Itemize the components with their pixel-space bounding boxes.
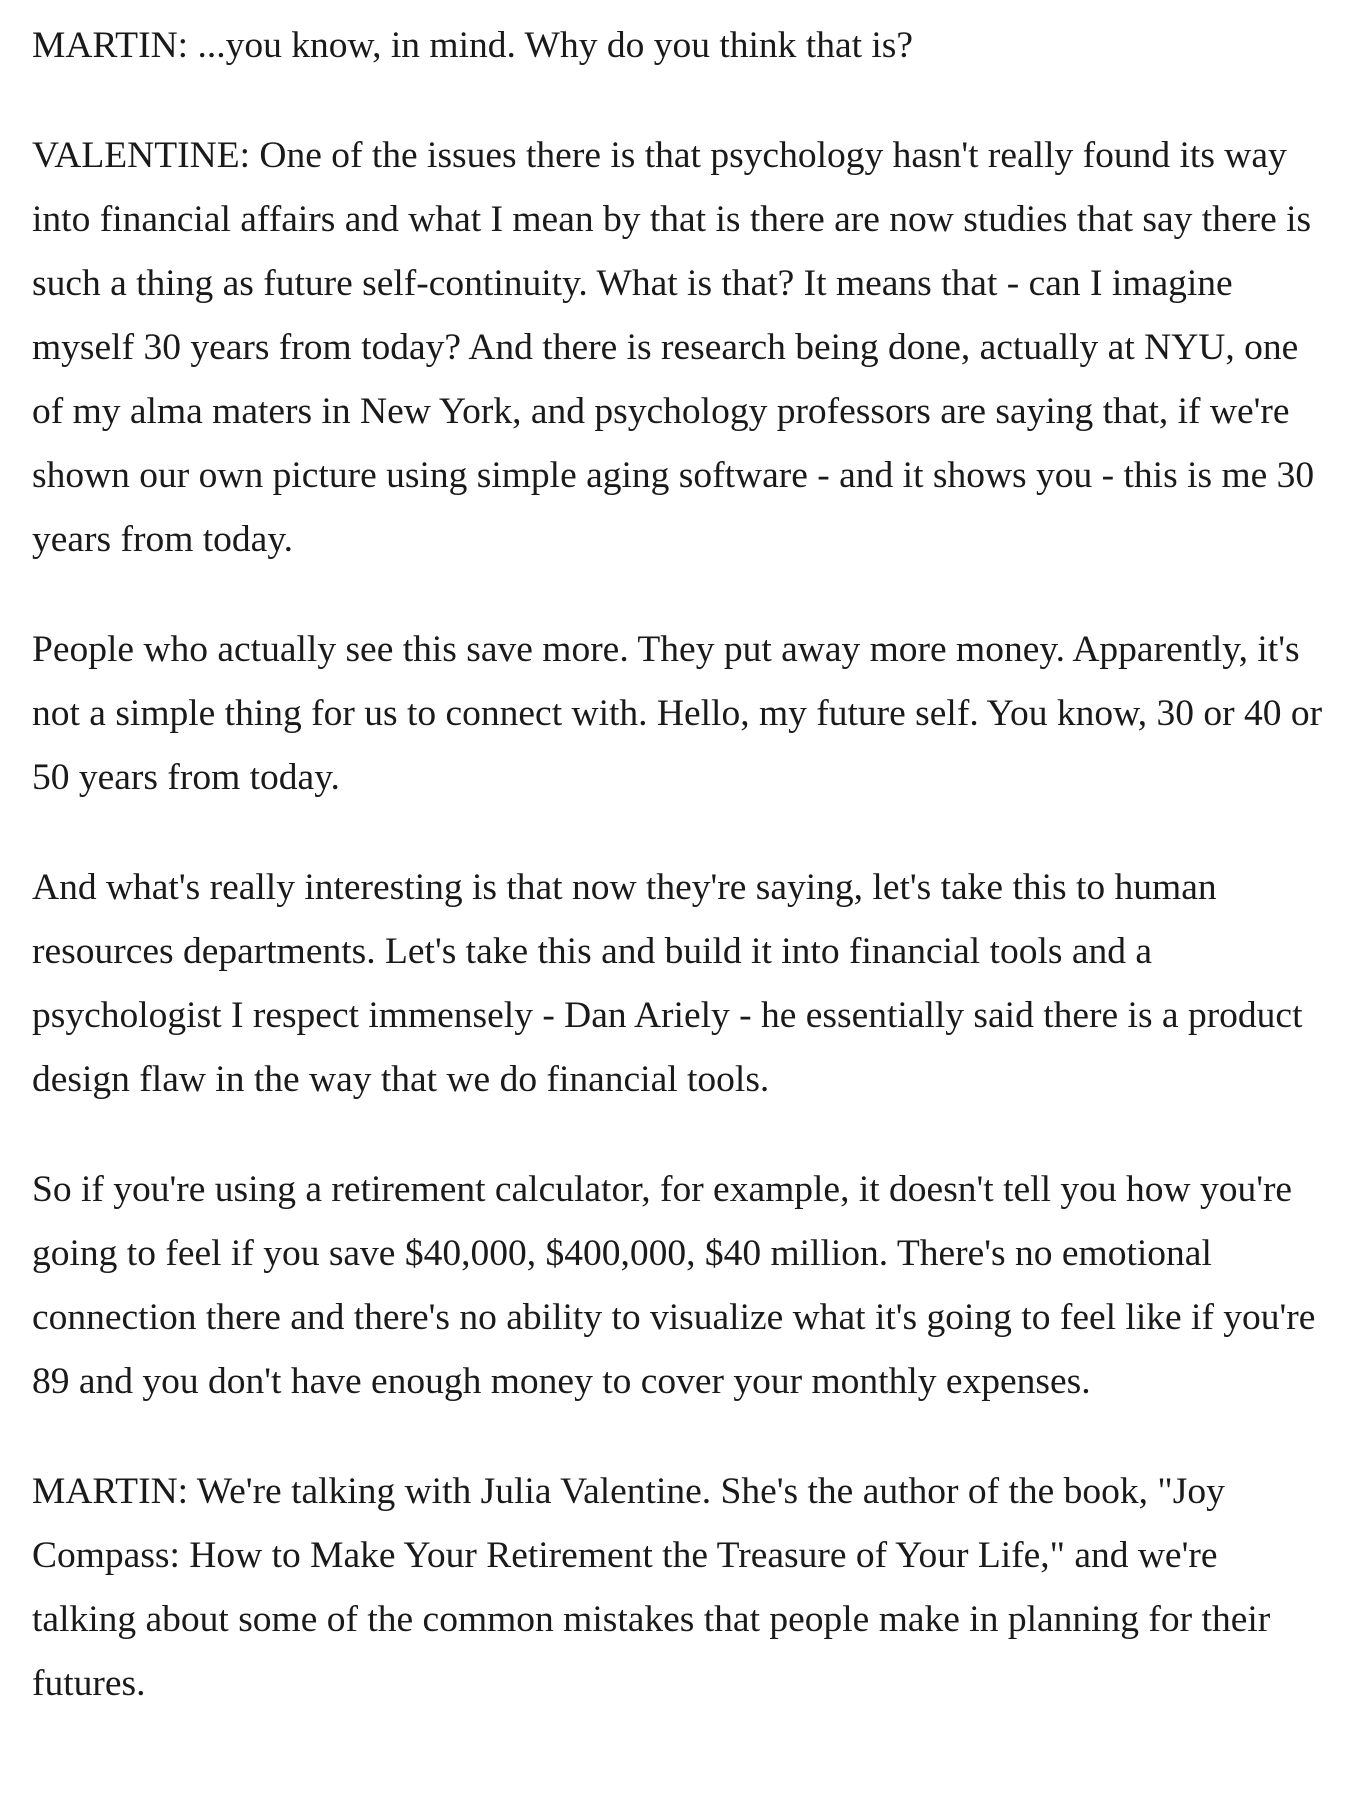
transcript-paragraph: MARTIN: We're talking with Julia Valentine. She's the author of the book, "Joy Compass: How to Make Your Retirement the Treasure of Your Life," and we're talking about some of the common mistakes that people make in planning for their futures.: [32, 1471, 1271, 1704]
transcript-paragraph: So if you're using a retirement calculator, for example, it doesn't tell you how you're going to feel if you save $40,000, $400,000, $40 million. There's no emotional connection there and there's no ability to visualize what it's going to feel like if you're 89 and you don't have enough money to cover your monthly expenses.: [32, 1169, 1316, 1402]
transcript-paragraph: People who actually see this save more. They put away more money. Apparently, it's not a simple thing for us to connect with. Hello, my future self. You know, 30 or 40 or 50 years from today.: [32, 629, 1323, 798]
transcript-paragraph: And what's really interesting is that now they're saying, let's take this to human resources departments. Let's take this and build it into financial tools and a psychologist I respect immensely - Dan Ariely - he essentially said there is a product design flaw in the way that we do financial tools.: [32, 867, 1303, 1100]
transcript-paragraph: MARTIN: ...you know, in mind. Why do you think that is?: [32, 25, 914, 66]
transcript-paragraph: VALENTINE: One of the issues there is that psychology hasn't really found its way into financial affairs and what I mean by that is there are now studies that say there is such a thing as future self-continuity. What is that? It means that - can I imagine myself 30 years from today? And there is research being done, actually at NYU, one of my alma maters in New York, and psychology professors are saying that, if we're shown our own picture using simple aging software - and it shows you - this is me 30 years from today.: [32, 135, 1315, 560]
